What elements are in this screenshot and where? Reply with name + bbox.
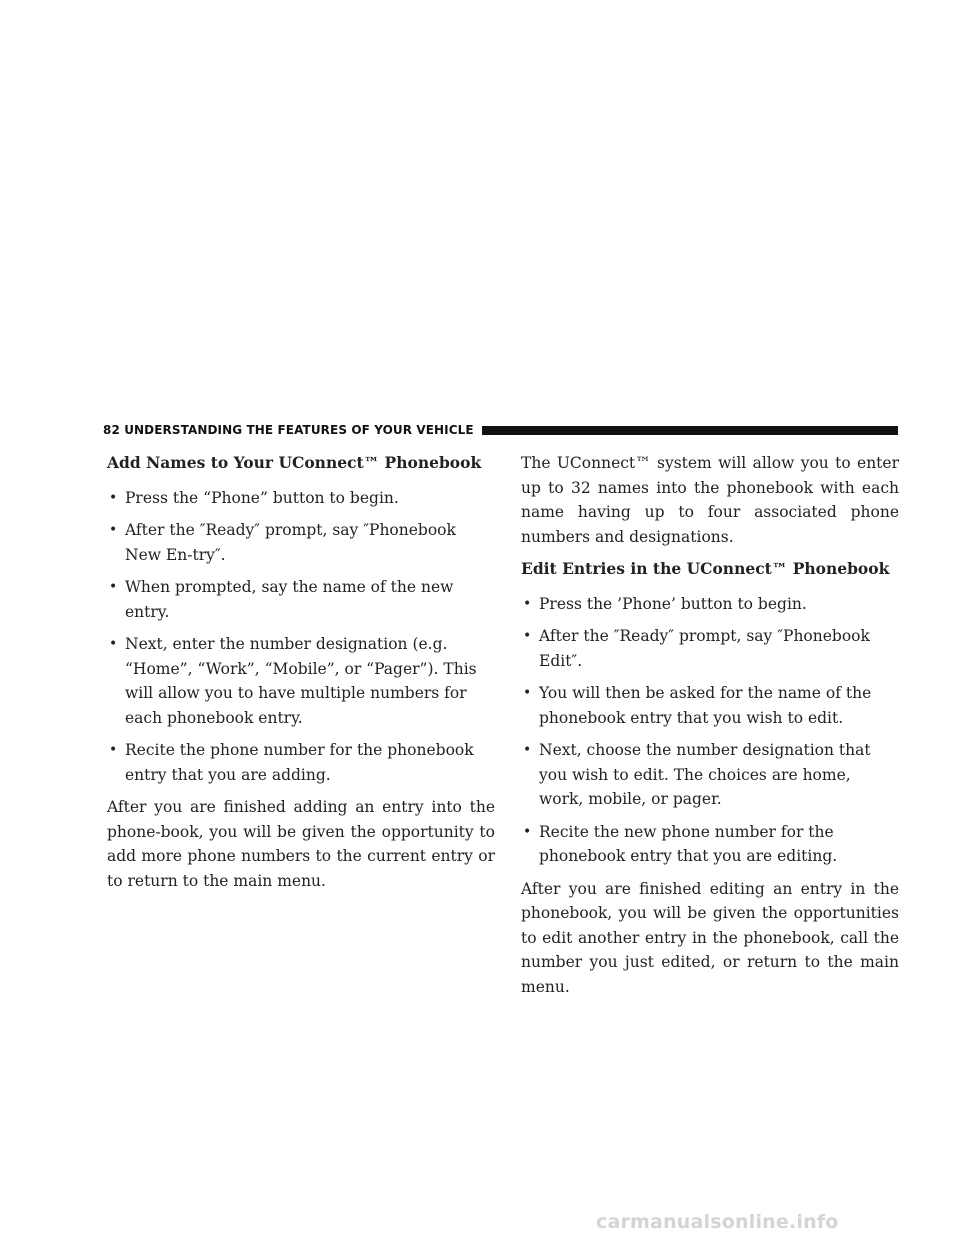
list-item: • Next, enter the number designation (e.g. “Home”, “Work”, “Mobile”, or “Pager”). This will allow you to have multiple numbers for each phonebook entry. xyxy=(107,632,495,730)
list-item: • Recite the phone number for the phonebook entry that you are adding. xyxy=(107,738,495,787)
left-column xyxy=(107,451,495,893)
list-item: • Next, choose the number designation that you wish to edit. The choices are home, work, mobile, or pager. xyxy=(521,738,899,812)
right-column xyxy=(521,451,899,999)
page-header xyxy=(103,421,898,439)
list-item: • After the ″Ready″ prompt, say ″Phonebook Edit″. xyxy=(521,624,899,673)
add-names-heading: Add Names to Your UConnect™ Phonebook xyxy=(107,453,482,472)
bullet-icon: • xyxy=(109,579,118,595)
edit-entries-paragraph: After you are finished editing an entry in the phonebook, you will be given the opportunities to edit another entry in the phonebook, call the number you just edited, or return to the main menu. xyxy=(521,879,899,996)
intro-paragraph: The UConnect™ system will allow you to enter up to 32 names into the phonebook with each name having up to four associated phone numbers and designations. xyxy=(521,454,899,546)
list-item: • Press the “Phone” button to begin. xyxy=(107,486,495,511)
bullet-icon: • xyxy=(523,595,532,612)
bullet-icon: • xyxy=(523,685,532,701)
bullet-icon: • xyxy=(523,628,532,644)
section-title: UNDERSTANDING THE FEATURES OF YOUR VEHICLE xyxy=(124,423,474,437)
bullet-icon: • xyxy=(109,522,118,538)
bullet-icon: • xyxy=(109,489,118,506)
list-item: • You will then be asked for the name of the phonebook entry that you wish to edit. xyxy=(521,681,899,730)
list-item: • When prompted, say the name of the new entry. xyxy=(107,575,495,624)
list-item: • Recite the new phone number for the phonebook entry that you are editing. xyxy=(521,820,899,869)
header-rule xyxy=(482,426,898,435)
bullet-icon: • xyxy=(523,742,532,758)
watermark: carmanualsonline.info xyxy=(596,1211,839,1233)
list-item: • After the ″Ready″ prompt, say ″Phonebook New En-try″. xyxy=(107,518,495,567)
page-number-and-title xyxy=(103,423,474,437)
bullet-icon: • xyxy=(109,742,118,758)
bullet-icon: • xyxy=(523,823,532,840)
add-names-steps xyxy=(107,486,495,788)
bullet-icon: • xyxy=(109,636,118,652)
page-number: 82 xyxy=(103,423,120,437)
list-item: • Press the ’Phone’ button to begin. xyxy=(521,592,899,617)
add-names-paragraph: After you are finished adding an entry into the phone-book, you will be given the opportunity to add more phone numbers to the current entry or to return to the main menu. xyxy=(107,798,495,890)
edit-entries-steps xyxy=(521,592,899,869)
edit-entries-heading: Edit Entries in the UConnect™ Phonebook xyxy=(521,559,890,578)
